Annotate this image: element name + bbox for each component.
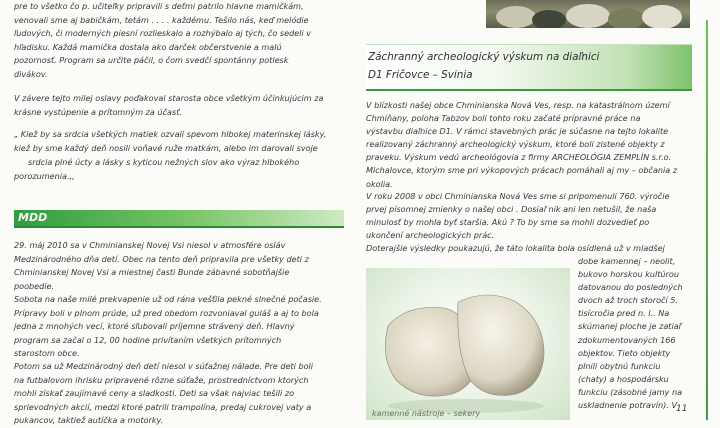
text-line: objektov. Tieto objekty xyxy=(578,347,671,358)
mdd-para-3 xyxy=(14,360,313,428)
mdd-section-heading xyxy=(14,210,344,228)
text-line: prvej písomnej zmienky o našej obci . Dosiaľ nik ani len netušil, že naša xyxy=(366,204,657,215)
text-line: porozumenia.,, xyxy=(14,171,75,181)
archaeology-section-heading xyxy=(366,44,692,91)
text-line: ukončení archeologických prác. xyxy=(366,230,495,241)
text-line: výstavbu diaľnice D1. V rámci stavebných prác je súčasne na tejto lokalite xyxy=(366,126,669,137)
text-line: skúmanej ploche je zatiaľ xyxy=(578,321,681,332)
text-line: mohli získať zaujímavé ceny a sladkosti. Deti sa však najviac tešili zo xyxy=(14,388,295,398)
stone-tools-photo xyxy=(366,268,570,420)
photo-caption: kamenné nástroje – sekery xyxy=(372,409,481,418)
mdd-para-1 xyxy=(14,239,309,293)
text-line: dobe kamennej – neolit, xyxy=(578,256,676,266)
text-line: (chaty) a hospodársku xyxy=(578,373,669,384)
text-line: Prípravy boli v plnom prúde, už pred obedom rozvoniaval guláš a aj to bola xyxy=(14,307,319,318)
text-line: Chminianskej Novej Vsi a miestnej časti Bunde zábavné sobotňajšie xyxy=(14,267,290,277)
archaeology-para-2 xyxy=(366,190,669,255)
text-line: krásne vystúpenie a prítomným za účasť. xyxy=(14,106,182,117)
para-celebration-1 xyxy=(14,0,311,81)
page-edge-line xyxy=(706,20,708,420)
text-line: pre to všetko čo p. učiteľky pripravili s deťmi patrilo hlavne mamičkám, xyxy=(14,1,304,11)
text-line: hľadisku. Každá mamička dostala ako darček občerstvenie a malú xyxy=(14,41,282,52)
text-line: uskladnenie potravín). V xyxy=(578,400,677,411)
text-line: okolia. xyxy=(366,178,393,189)
text-line: program sa začal o 12, 00 hodine privítaním všetkých prítomných xyxy=(14,334,282,345)
text-line: Potom sa už Medzinárodný deň detí niesol v súťažnej nálade. Pre deti boli xyxy=(14,361,314,371)
text-line: Doterajšie výsledky poukazujú, že táto lokalita bola osídlená už v mladšej xyxy=(366,243,665,254)
text-line: datovanou do posledných xyxy=(578,282,683,293)
text-line: sprievodných akcií, medzi ktoré patrili trampolína, predaj cukrovej vaty a xyxy=(14,401,312,412)
text-line: realizovaný záchranný archeologický výskum, ktoré boli zistené objekty z xyxy=(366,139,665,150)
text-line: dvoch až troch storočí 5. xyxy=(578,295,679,306)
text-line: pukancov, taktiež autíčka a motorky. xyxy=(14,415,164,425)
text-line: Sobota na naše milé prekvapenie už od rána vešťila pekné slnečné počasie. xyxy=(14,294,322,304)
heading-line: Záchranný archeologický výskum na diaľnici xyxy=(368,51,600,63)
text-line: praveku. Výskum vedú archeológovia z firmy ARCHEOLÓGIA ZEMPLÍN s.r.o. xyxy=(366,152,672,163)
text-line: funkciu (zásobné jamy na xyxy=(578,386,683,397)
stone-tools-illustration xyxy=(366,268,570,420)
text-line: kiež by sme každý deň nosili voňavé ruže matkám, alebo im darovali svoje xyxy=(14,143,318,153)
archaeology-para-2-wrap xyxy=(578,255,683,412)
archaeology-para-1 xyxy=(366,99,677,191)
para-celebration-2 xyxy=(14,92,323,119)
text-line: „ Kiež by sa srdcia všetkých matiek ozvali spevom hlbokej materinskej lásky, xyxy=(14,129,327,139)
text-line: ľudových, či moderných piesní rozlieskalo a rozhýbalo aj tých, čo sedeli v xyxy=(14,28,312,38)
quote-block xyxy=(14,127,326,183)
text-line: venovali sme aj babičkám, tetám . . . . každému. Tešilo nás, keď melódie xyxy=(14,14,309,25)
text-line: Michalovce, ktorým sme pri výkopových prácach pomáhali aj my – občania z xyxy=(366,165,678,176)
mdd-para-2 xyxy=(14,293,322,361)
text-line: plnili obytnú funkciu xyxy=(578,360,661,371)
text-line: bukovo horskou kultúrou xyxy=(578,269,679,280)
text-line: V roku 2008 v obci Chminianska Nová Ves sme si pripomenuli 760. výročie xyxy=(366,191,670,201)
text-line: 29. máj 2010 sa v Chminianskej Novej Vsi niesol v atmosfére osláv xyxy=(14,240,286,250)
page-number: 11 xyxy=(676,404,688,414)
heading-line: D1 Fričovce – Svinia xyxy=(368,69,473,81)
text-line: zdokumentovaných 166 xyxy=(578,334,676,345)
text-line: poobedie. xyxy=(14,280,55,291)
text-line: jedna z mnohých vecí, ktoré sľubovali príjemne strávený deň. Hlavný xyxy=(14,321,295,331)
text-line: starostom obce. xyxy=(14,348,80,358)
text-line: tisícročia pred n. l.. Na xyxy=(578,308,670,319)
text-line: na futbalovom ihrisku pripravené rôzne súťaže, prostredníctvom ktorých xyxy=(14,374,309,385)
text-line: Chmiňany, poloha Tabzov boli tohto roku začaté prípravné práce na xyxy=(366,113,641,124)
text-line: V blízkosti našej obce Chminianska Nová Ves, resp. na katastrálnom území xyxy=(366,100,670,110)
text-line: minulosť by mohla byť staršia. Akú ? To by sme sa mohli dozvedieť po xyxy=(366,217,650,228)
mdd-heading-text: MDD xyxy=(18,211,48,224)
left-column xyxy=(14,0,344,425)
text-line: srdcia plné úcty a lásky s kyticou nežných slov ako výraz hlbokého xyxy=(28,157,300,167)
text-line: Medzinárodného dňa detí. Obec na tento deň pripravila pre všetky deti z xyxy=(14,253,309,264)
text-line: divákov. xyxy=(14,68,48,79)
stone-tool-right xyxy=(458,295,544,395)
text-line: pozornosť. Program sa určite páčil, o čom svedčí spontánny potlesk xyxy=(14,55,289,65)
text-line: V závere tejto milej oslavy poďakoval starosta obce všetkým účinkujúcim za xyxy=(14,93,324,103)
